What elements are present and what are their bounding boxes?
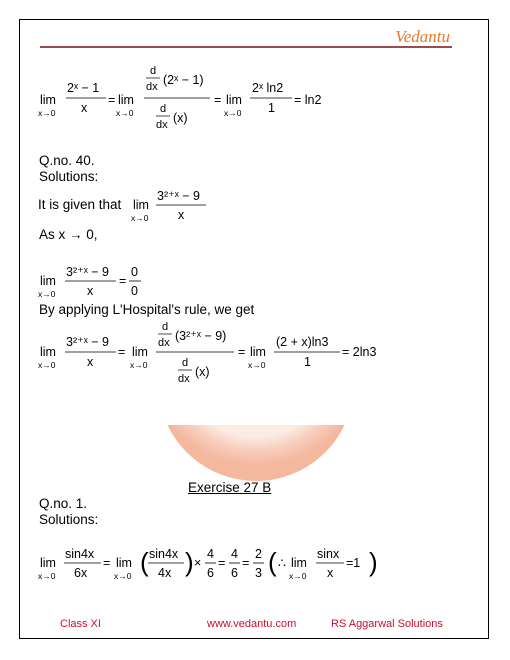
frac-num: 2 bbox=[255, 547, 262, 561]
svg-text:=: = bbox=[108, 93, 116, 107]
note-eq: =1 bbox=[346, 556, 361, 570]
svg-text:=: = bbox=[118, 345, 126, 359]
svg-text:∴: ∴ bbox=[278, 556, 286, 570]
footer-book: RS Aggarwal Solutions bbox=[331, 618, 443, 630]
svg-text:x→0: x→0 bbox=[114, 571, 132, 581]
zero-num: 0 bbox=[131, 265, 138, 279]
svg-text:(: ( bbox=[268, 547, 277, 577]
watermark-arc bbox=[158, 425, 354, 483]
frac-num: sin4x bbox=[65, 547, 95, 561]
svg-text:=: = bbox=[119, 274, 127, 288]
frac-num: 3²⁺ˣ − 9 bbox=[157, 189, 201, 203]
q40-limit-chain bbox=[36, 318, 406, 394]
svg-text:lim: lim bbox=[291, 556, 307, 570]
svg-text:lim: lim bbox=[40, 556, 56, 570]
frac-num: 3²⁺ˣ − 9 bbox=[66, 335, 110, 349]
svg-text:x→0: x→0 bbox=[38, 289, 56, 299]
svg-text:=: = bbox=[103, 556, 111, 570]
result: = ln2 bbox=[294, 93, 322, 107]
q40-indeterminate bbox=[36, 262, 156, 304]
svg-text:x→0: x→0 bbox=[38, 360, 56, 370]
frac-den: 4x bbox=[158, 566, 172, 580]
solutions-heading: Solutions: bbox=[39, 169, 99, 184]
d-label: d bbox=[150, 65, 157, 77]
footer-class: Class XI bbox=[60, 618, 101, 630]
lim-label: lim bbox=[40, 93, 56, 107]
svg-text:(: ( bbox=[140, 547, 149, 577]
svg-text:=: = bbox=[242, 556, 250, 570]
svg-text:dx: dx bbox=[158, 337, 170, 349]
frac-num: 2ˣ − 1 bbox=[67, 81, 100, 95]
svg-text:lim: lim bbox=[132, 345, 148, 359]
given-text: It is given that bbox=[38, 197, 122, 212]
svg-text:lim: lim bbox=[133, 198, 149, 212]
as-x-text: As x → 0, bbox=[39, 227, 98, 242]
svg-text:): ) bbox=[185, 547, 194, 577]
svg-text:lim: lim bbox=[116, 556, 132, 570]
q1-limit-chain bbox=[36, 544, 386, 586]
result: = 2ln3 bbox=[342, 345, 377, 359]
frac-den: x bbox=[87, 284, 94, 298]
frac-num: (2 + x)ln3 bbox=[276, 335, 329, 349]
frac-den: x bbox=[81, 101, 88, 115]
frac-num: 4 bbox=[231, 547, 238, 561]
frac-num: 3²⁺ˣ − 9 bbox=[66, 265, 110, 279]
svg-text:x→0: x→0 bbox=[130, 360, 148, 370]
svg-text:dx: dx bbox=[178, 373, 190, 385]
frac-den: 6 bbox=[207, 566, 214, 580]
svg-text:d: d bbox=[182, 357, 189, 369]
lim-label: lim bbox=[226, 93, 242, 107]
inner-expr: (2ˣ − 1) bbox=[163, 73, 204, 87]
frac-den: 1 bbox=[304, 355, 311, 369]
solutions-heading: Solutions: bbox=[39, 512, 99, 527]
footer-website-link[interactable] bbox=[207, 618, 296, 630]
dx-label: dx bbox=[146, 81, 158, 93]
svg-text:=: = bbox=[214, 93, 222, 107]
svg-text:lim: lim bbox=[40, 274, 56, 288]
svg-text:x→0: x→0 bbox=[248, 360, 266, 370]
vedantu-logo: Vedantu bbox=[395, 27, 450, 46]
frac-num: 4 bbox=[207, 547, 214, 561]
dx-label: dx bbox=[156, 119, 168, 131]
lim-label: lim bbox=[118, 93, 134, 107]
frac-den: x bbox=[178, 208, 185, 222]
frac-num: sinx bbox=[317, 547, 340, 561]
lim-sub: x→0 bbox=[116, 108, 134, 118]
svg-text:lim: lim bbox=[250, 345, 266, 359]
zero-den: 0 bbox=[131, 284, 138, 298]
lhospital-text: By applying L'Hospital's rule, we get bbox=[39, 302, 255, 317]
frac-den: 6 bbox=[231, 566, 238, 580]
svg-text:): ) bbox=[369, 547, 378, 577]
svg-text:x→0: x→0 bbox=[38, 571, 56, 581]
q39-limit-chain bbox=[36, 60, 366, 140]
lim-sub: x→0 bbox=[38, 108, 56, 118]
svg-text:=: = bbox=[238, 345, 246, 359]
frac-den: x bbox=[87, 355, 94, 369]
frac-den: x bbox=[327, 566, 334, 580]
question-number: Q.no. 1. bbox=[39, 496, 88, 511]
d-label: d bbox=[160, 103, 167, 115]
header-rule bbox=[40, 46, 452, 48]
q40-given bbox=[36, 186, 256, 228]
frac-den: 3 bbox=[255, 566, 262, 580]
svg-text:x→0: x→0 bbox=[289, 571, 307, 581]
question-number: Q.no. 40. bbox=[39, 153, 95, 168]
frac-num: 2ˣ ln2 bbox=[252, 81, 284, 95]
svg-text:d: d bbox=[162, 321, 169, 333]
inner-expr: (x) bbox=[195, 365, 210, 379]
svg-text:×: × bbox=[194, 556, 202, 570]
exercise-heading: Exercise 27 B bbox=[188, 480, 272, 495]
svg-text:lim: lim bbox=[40, 345, 56, 359]
inner-expr: (x) bbox=[173, 111, 188, 125]
frac-den: 1 bbox=[268, 101, 275, 115]
lim-sub: x→0 bbox=[224, 108, 242, 118]
footer-link-text[interactable]: www.vedantu.com bbox=[207, 618, 297, 630]
inner-expr: (3²⁺ˣ − 9) bbox=[175, 329, 227, 343]
frac-num: sin4x bbox=[149, 547, 179, 561]
svg-text:x→0: x→0 bbox=[131, 213, 149, 223]
frac-den: 6x bbox=[74, 566, 88, 580]
svg-text:=: = bbox=[218, 556, 226, 570]
